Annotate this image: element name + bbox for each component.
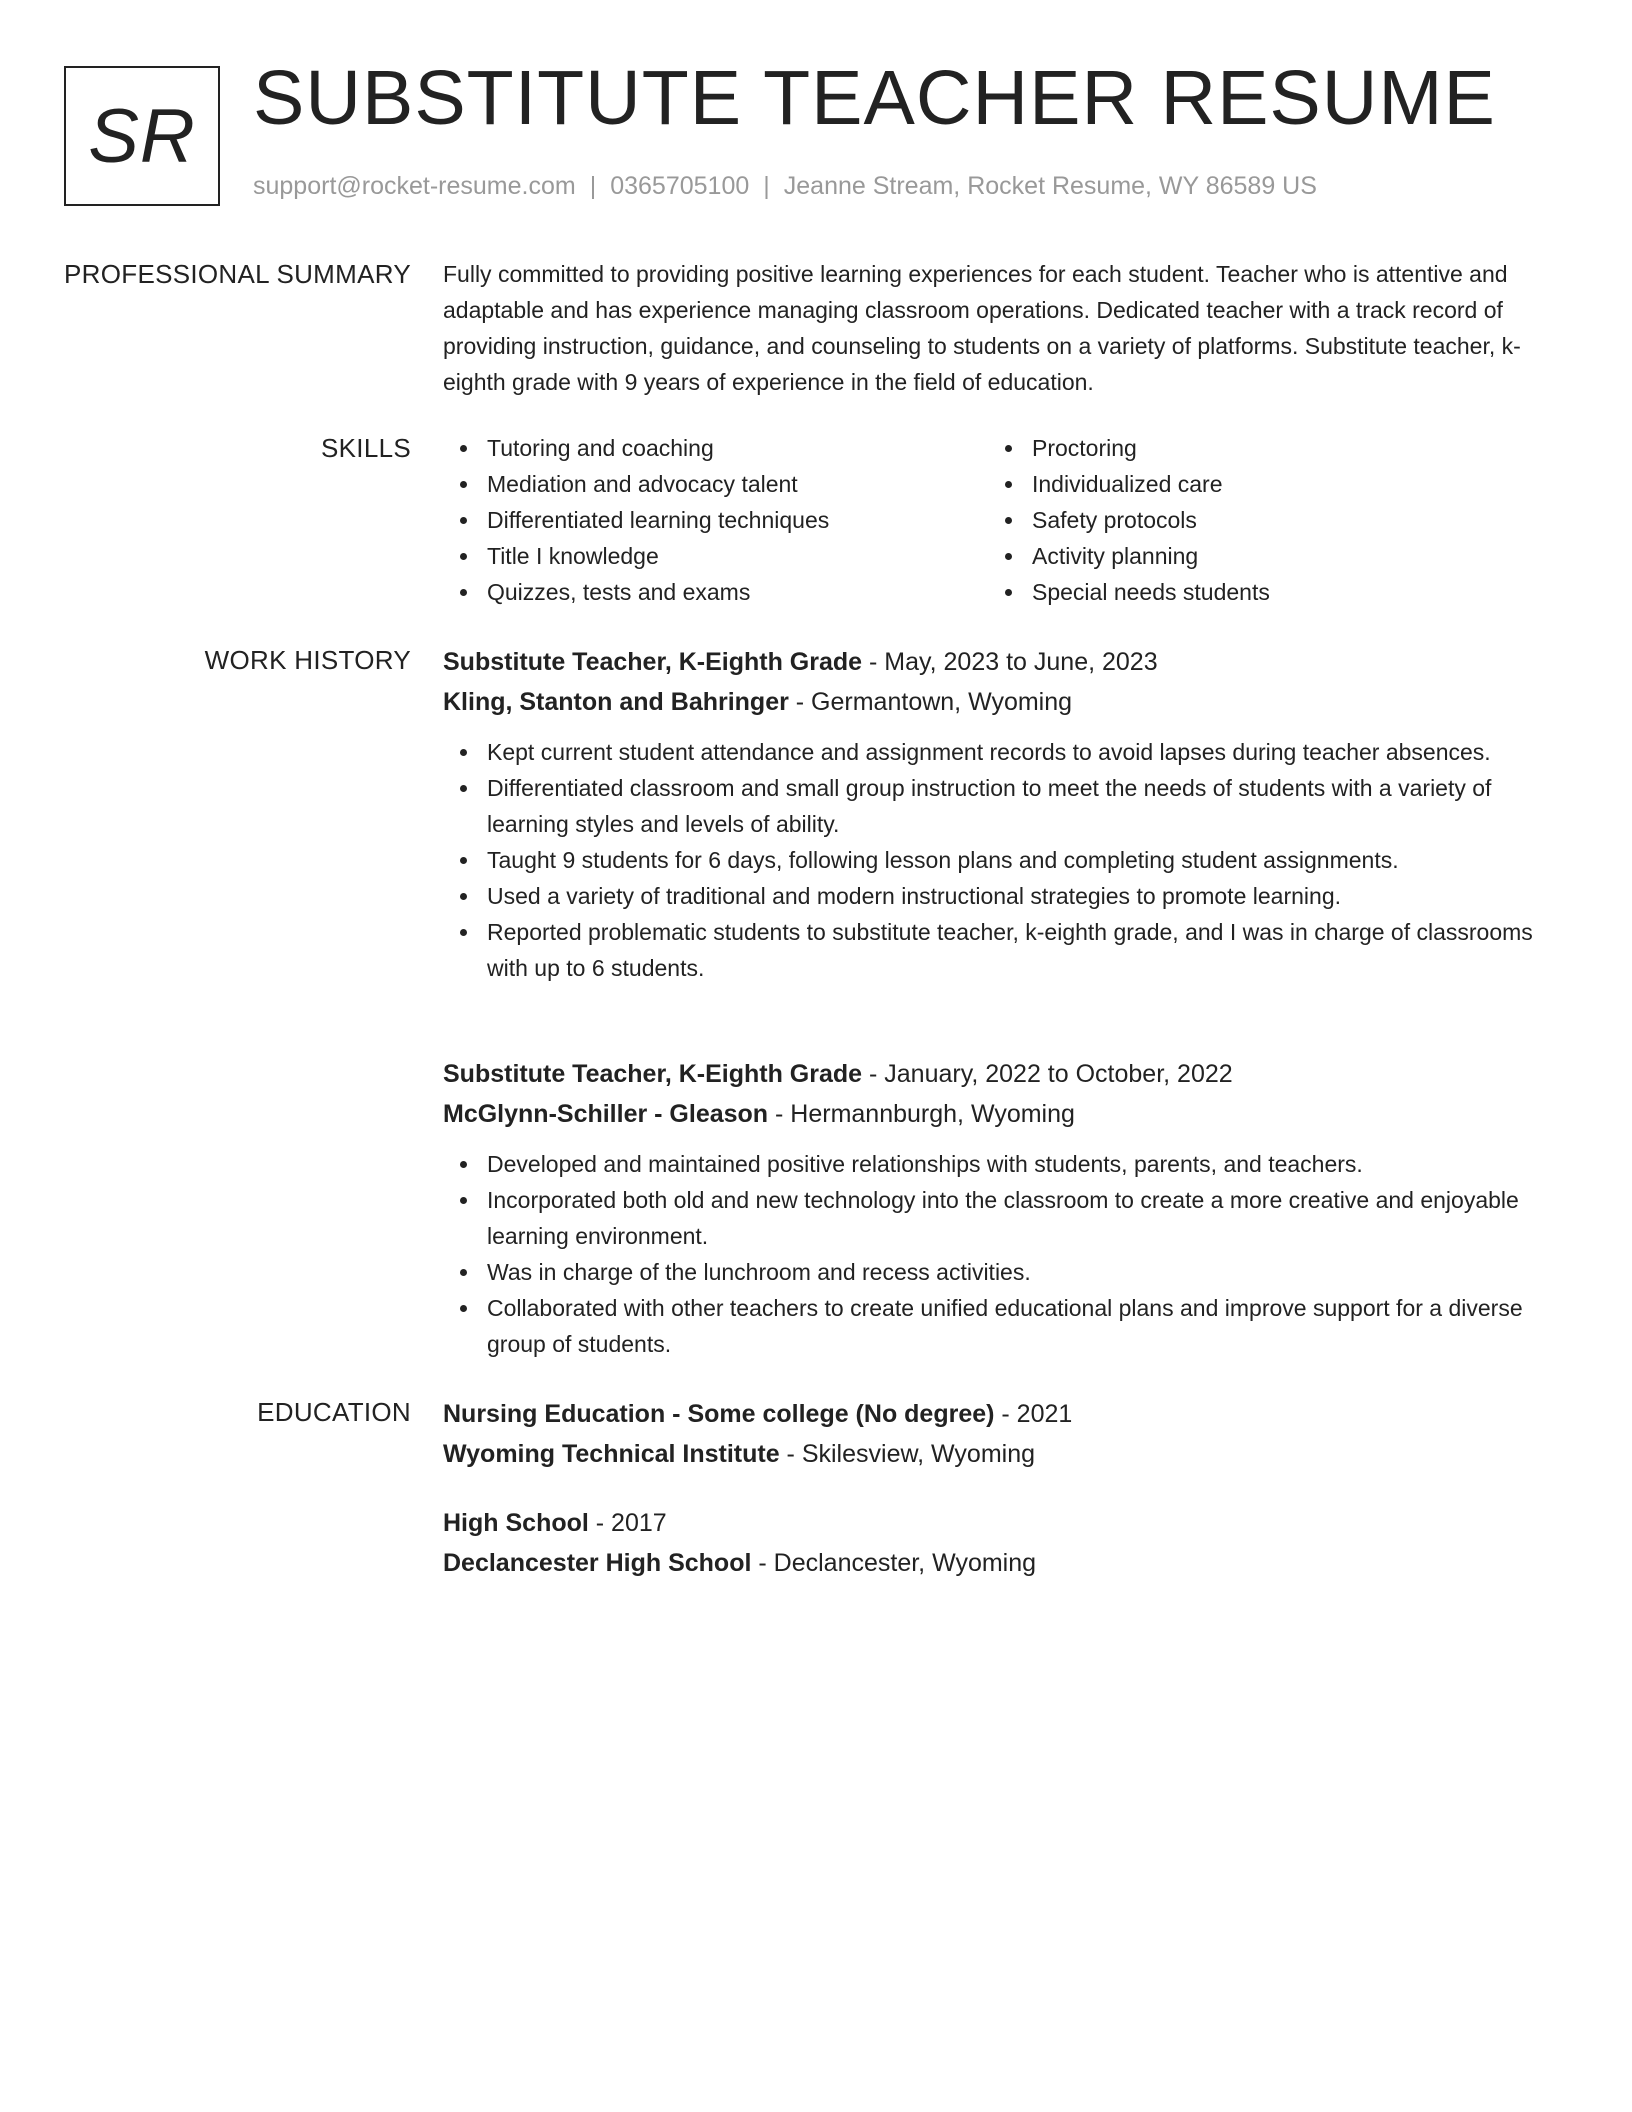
job-bullet: Was in charge of the lunchroom and recess activities. [443,1254,1563,1290]
job-dates: - May, 2023 to June, 2023 [862,648,1158,676]
summary-text: Fully committed to providing positive learning experiences for each student. Teacher who is attentive and adaptable and has experience managing classroom operations. Dedicated teacher with a track record of providing instruction, guidance, and counseling to students on a variety of platforms. Substitute teacher, k-eighth grade with 9 years of experience in the field of education. [443,261,1521,395]
skills-list-right [988,430,1533,610]
contact-email[interactable]: support@rocket-resume.com [253,172,576,200]
education-school: Wyoming Technical Institute [443,1440,780,1468]
education-year: - 2021 [994,1400,1073,1428]
job-company-line [443,1094,1563,1134]
skills-heading: SKILLS [321,433,411,463]
skill-item: Title I knowledge [443,538,988,574]
skill-item: Quizzes, tests and exams [443,574,988,610]
job-company: Kling, Stanton and Bahringer [443,688,789,716]
education-entry [443,1503,1563,1583]
education-degree-line [443,1503,1563,1543]
education-location: - Declancester, Wyoming [751,1549,1037,1577]
skill-item: Differentiated learning techniques [443,502,988,538]
job-bullet: Used a variety of traditional and modern instructional strategies to promote learning. [443,878,1563,914]
education-entry [443,1394,1563,1474]
education-heading: EDUCATION [257,1397,411,1427]
skill-item: Proctoring [988,430,1533,466]
job-bullet: Developed and maintained positive relationships with students, parents, and teachers. [443,1146,1563,1182]
job-bullet: Taught 9 students for 6 days, following lesson plans and completing student assignments. [443,842,1563,878]
job-title: Substitute Teacher, K-Eighth Grade [443,1060,863,1088]
job-company-line [443,682,1563,722]
work-history-heading: WORK HISTORY [204,645,411,675]
job-bullets [443,1146,1563,1362]
education-school-line [443,1543,1563,1583]
job-bullet: Collaborated with other teachers to create unified educational plans and improve support for a diverse group of students. [443,1290,1563,1362]
job-title-line [443,1054,1563,1094]
skill-item: Mediation and advocacy talent [443,466,988,502]
contact-line [253,172,1317,201]
job-location: - Hermannburgh, Wyoming [768,1100,1075,1128]
skill-item: Individualized care [988,466,1533,502]
page-title: SUBSTITUTE TEACHER RESUME [253,55,1496,141]
skill-item: Safety protocols [988,502,1533,538]
job-title-line [443,642,1563,682]
job-entry [443,1054,1563,1362]
education-school: Declancester High School [443,1549,752,1577]
education-degree: Nursing Education - Some college (No degree) [443,1400,995,1428]
job-company: McGlynn-Schiller - Gleason [443,1100,769,1128]
job-entry [443,642,1563,986]
contact-phone[interactable]: 0365705100 [610,172,750,200]
education-degree: High School [443,1509,589,1537]
job-bullets [443,734,1563,986]
education-year: - 2017 [588,1509,667,1537]
job-bullet: Differentiated classroom and small group instruction to meet the needs of students with a variety of learning styles and levels of ability. [443,770,1563,842]
summary-heading: PROFESSIONAL SUMMARY [64,259,411,289]
education-degree-line [443,1394,1563,1434]
contact-separator: | [763,172,770,200]
job-bullet: Incorporated both old and new technology into the classroom to create a more creative and enjoyable learning environment. [443,1182,1563,1254]
skills-list-left [443,430,988,610]
job-bullet: Kept current student attendance and assignment records to avoid lapses during teacher absences. [443,734,1563,770]
skill-item: Special needs students [988,574,1533,610]
contact-address: Jeanne Stream, Rocket Resume, WY 86589 US [783,172,1317,200]
job-location: - Germantown, Wyoming [788,688,1073,716]
job-bullet: Reported problematic students to substitute teacher, k-eighth grade, and I was in charge of classrooms with up to 6 students. [443,914,1563,986]
education-location: - Skilesview, Wyoming [779,1440,1036,1468]
job-title: Substitute Teacher, K-Eighth Grade [443,648,863,676]
skill-item: Activity planning [988,538,1533,574]
job-dates: - January, 2022 to October, 2022 [862,1060,1233,1088]
monogram-logo: SR [64,66,220,206]
skill-item: Tutoring and coaching [443,430,988,466]
contact-separator: | [589,172,597,200]
education-school-line [443,1434,1563,1474]
